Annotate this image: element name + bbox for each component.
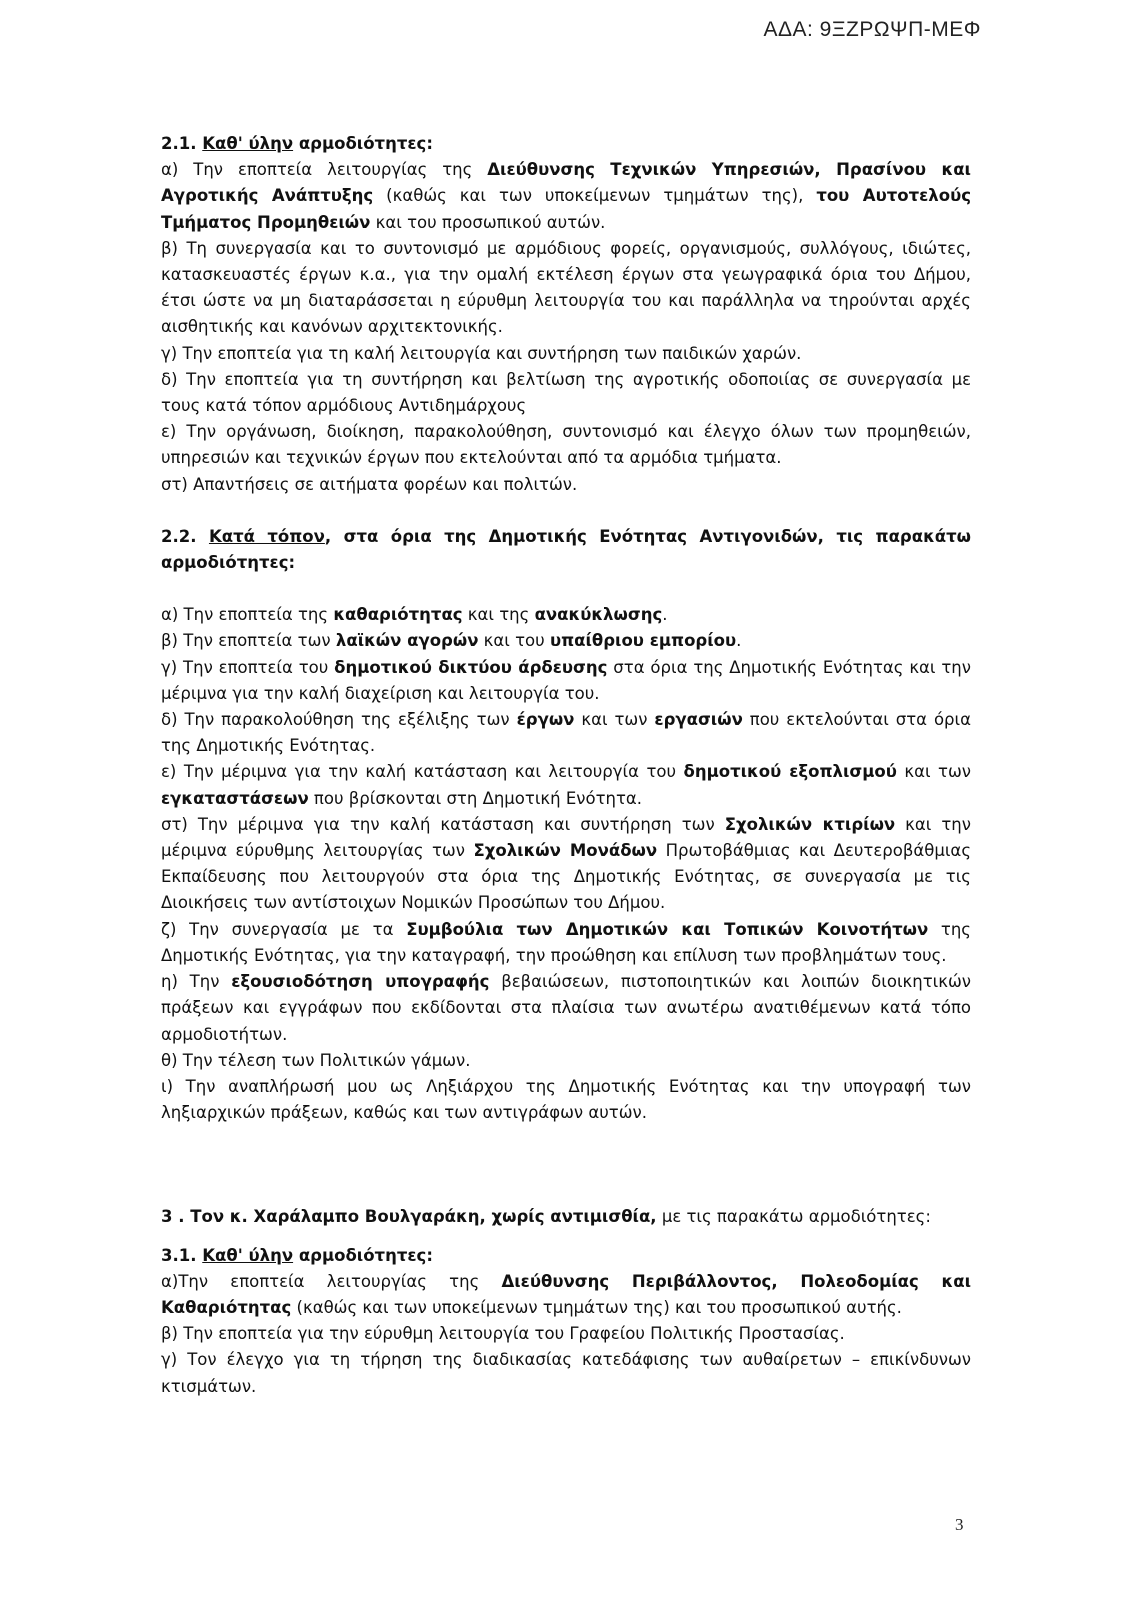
text-run: ε) Την μέριμνα για την καλή κατάσταση και λειτουργία του <box>161 762 684 782</box>
text-run: γ) Την εποπτεία για τη καλή λειτουργία και συντήρηση των παιδικών χαρών. <box>161 343 802 363</box>
text-run: ε) Την οργάνωση, διοίκηση, παρακολούθηση, συντονισμό και έλεγχο όλων των προμηθειών, υπηρεσιών και τεχνικών έργων που εκτελούνται από τα αρμόδια τμήματα. <box>161 422 971 468</box>
bold-text: δημοτικού εξοπλισμού <box>683 762 897 782</box>
bold-text: εργασιών <box>654 710 743 730</box>
bold-text: λαϊκών αγορών <box>335 631 479 651</box>
text-run: που βρίσκονται στη Δημοτική Ενότητα. <box>308 788 643 808</box>
text-run: α)Την εποπτεία λειτουργίας της <box>161 1271 502 1291</box>
bold-text: Σχολικών Μονάδων <box>473 841 658 861</box>
section-heading <box>161 524 971 576</box>
text-run: (καθώς και των υποκείμενων τμημάτων της), <box>373 186 817 206</box>
spacer <box>161 498 971 524</box>
text-run: αρμοδιότητες: <box>293 1245 433 1265</box>
paragraph <box>161 157 971 236</box>
text-run: . <box>662 605 668 625</box>
text-run: θ) Την τέλεση των Πολιτικών γάμων. <box>161 1050 471 1070</box>
text-run: . <box>736 631 742 651</box>
text-run: γ) Τον έλεγχο για τη τήρηση της διαδικασίας κατεδάφισης των αυθαίρετων – επικίνδυνων κτισμάτων. <box>161 1350 971 1396</box>
text-run: , στα όρια της Δημοτικής Ενότητας Αντιγονιδών, τις παρακάτω αρμοδιότητες: <box>161 526 971 573</box>
text-run: στ) Απαντήσεις σε αιτήματα φορέων και πολιτών. <box>161 474 578 494</box>
text-run: β) Την εποπτεία για την εύρυθμη λειτουργία του Γραφείου Πολιτικής Προστασίας. <box>161 1324 845 1344</box>
paragraph <box>161 1321 971 1347</box>
text-run: β) Τη συνεργασία και το συντονισμό με αρμόδιους φορείς, οργανισμούς, συλλόγους, ιδιώτες, κατασκευαστές έργων κ.α., για την ομαλή εκτέλεση έργων στα γεωγραφικά όρια του Δήμου, έτσι ώστε να μη διαταράσσεται η εύρυθμη λειτουργία του και παράλληλα να τηρούνται αρχές αισθητικής και κανόνων αρχιτεκτονικής. <box>161 238 971 337</box>
bold-text: καθαριότητας <box>333 605 463 625</box>
text-run: στ) Την μέριμνα για την καλή κατάσταση και συντήρηση των <box>161 814 725 834</box>
bold-text: Διεύθυνσης Περιβάλλοντος, Πολεοδομίας και Καθαριότητας <box>161 1271 971 1317</box>
paragraph <box>161 707 971 759</box>
text-run: (καθώς και των υποκείμενων τμημάτων της) και του προσωπικού αυτής. <box>291 1297 902 1317</box>
spacer <box>161 1231 971 1243</box>
text-run: και της <box>462 605 535 625</box>
paragraph <box>161 236 971 341</box>
paragraph <box>161 1347 971 1399</box>
text-run: της Δημοτικής Ενότητας, για την καταγραφή, την προώθηση και επίλυση των προβλημάτων τους. <box>161 919 971 965</box>
text-run: ι) Την αναπλήρωσή μου ως Ληξιάρχου της Δημοτικής Ενότητας και την υπογραφή των ληξιαρχικών πράξεων, καθώς και των αντιγράφων αυτών. <box>161 1076 971 1123</box>
text-run: δ) Την εποπτεία για τη συντήρηση και βελτίωση της αγροτικής οδοποιίας σε συνεργασία με τους κατά τόπον αρμόδιους Αντιδημάρχους <box>161 369 971 416</box>
underlined-text: Καθ' ύλην <box>202 134 294 153</box>
page-number: 3 <box>955 1515 964 1534</box>
spacer <box>161 1126 971 1204</box>
text-run: β) Την εποπτεία των <box>161 631 336 651</box>
text-run: με τις παρακάτω αρμοδιότητες: <box>656 1207 931 1227</box>
paragraph <box>161 1269 971 1321</box>
paragraph <box>161 472 971 498</box>
bold-text: Σχολικών κτιρίων <box>724 814 896 834</box>
text-run: η) Την <box>161 972 232 992</box>
text-run: 2.1. <box>161 134 203 153</box>
text-run: βεβαιώσεων, πιστοποιητικών και λοιπών διοικητικών πράξεων και εγγράφων που εκδίδονται στα πλαίσια των ανωτέρω ανατιθέμενων κατά τόπο αρμοδιοτήτων. <box>161 972 971 1044</box>
bold-text: δημοτικού δικτύου άρδευσης <box>334 657 608 677</box>
section-heading <box>161 1243 971 1269</box>
paragraph <box>161 602 971 628</box>
text-run: και των <box>896 762 971 782</box>
underlined-text: Κατά τόπον <box>208 526 325 546</box>
text-run: που εκτελούνται στα όρια της Δημοτικής Ενότητας. <box>161 710 971 756</box>
paragraph <box>161 812 971 917</box>
ada-code: ΑΔΑ: 9ΞΖΡΩΨΠ-ΜΕΦ <box>763 18 981 41</box>
bold-text: του Αυτοτελούς Τμήματος Προμηθειών <box>161 186 971 232</box>
text-run: Πρωτοβάθμιας και Δευτεροβάθμιας Εκπαίδευσης που λειτουργούν στα όρια της Δημοτικής Ενότητας, σε συνεργασία με τις Διοικήσεις των αντίστοιχων Νομικών Προσώπων του Δήμου. <box>161 841 971 913</box>
bold-text: 3 . Τον κ. Χαράλαμπο Βουλγαράκη, χωρίς αντιμισθία, <box>161 1207 657 1227</box>
paragraph <box>161 969 971 1048</box>
text-run: στα όρια της Δημοτικής Ενότητας και την μέριμνα για την καλή διαχείριση και λειτουργία του. <box>161 657 971 703</box>
section-heading <box>161 131 971 157</box>
text-run: και την μέριμνα εύρυθμης λειτουργίας των <box>161 814 971 861</box>
paragraph <box>161 341 971 367</box>
paragraph <box>161 917 971 969</box>
text-run: και του <box>478 631 550 651</box>
text-run: γ) Την εποπτεία του <box>161 657 335 677</box>
paragraph <box>161 1048 971 1074</box>
bold-text: Συμβούλια των Δημοτικών και Τοπικών Κοινοτήτων <box>406 919 929 939</box>
bold-text: Διεύθυνσης Τεχνικών Υπηρεσιών, Πρασίνου και Αγροτικής Ανάπτυξης <box>161 160 971 206</box>
paragraph <box>161 419 971 471</box>
text-run: δ) Την παρακολούθηση της εξέλιξης των <box>161 710 517 730</box>
paragraph <box>161 655 971 707</box>
text-run: α) Την εποπτεία λειτουργίας της <box>161 160 488 180</box>
text-run: αρμοδιότητες: <box>293 134 433 153</box>
text-run: 2.2. <box>161 526 209 546</box>
paragraph <box>161 628 971 654</box>
text-run: και του προσωπικού αυτών. <box>370 212 606 232</box>
paragraph <box>161 1074 971 1126</box>
bold-text: εξουσιοδότηση υπογραφής <box>231 972 490 992</box>
text-run: ζ) Την συνεργασία με τα <box>161 919 407 939</box>
bold-text: έργων <box>516 710 575 730</box>
paragraph <box>161 759 971 811</box>
text-run: 3.1. <box>161 1245 203 1265</box>
text-run: και των <box>574 710 655 730</box>
bold-text: υπαίθριου εμπορίου <box>549 631 737 651</box>
underlined-text: Καθ' ύλην <box>202 1245 294 1265</box>
spacer <box>161 576 971 602</box>
paragraph <box>161 367 971 419</box>
document-body <box>161 131 971 1400</box>
text-run: α) Την εποπτεία της <box>161 605 334 625</box>
paragraph <box>161 1204 971 1230</box>
bold-text: εγκαταστάσεων <box>161 788 309 808</box>
bold-text: ανακύκλωσης <box>534 605 663 625</box>
